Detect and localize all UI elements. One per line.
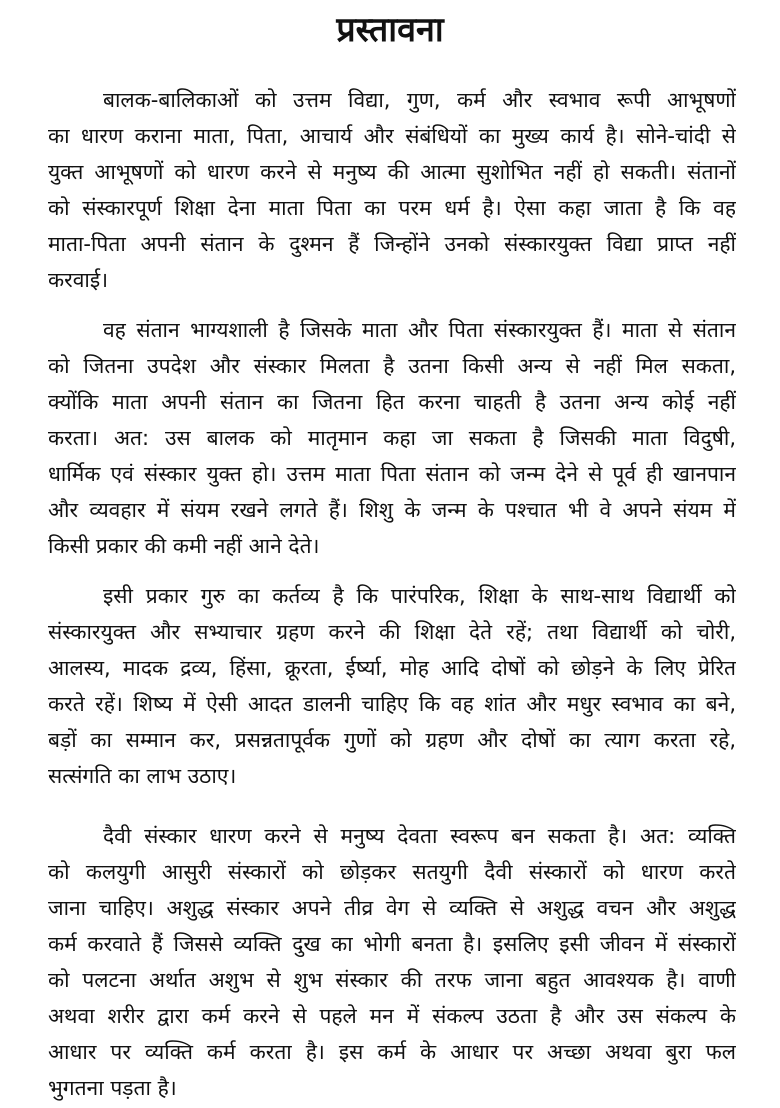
text-line: युक्त आभूषणों को धारण करने से मनुष्य की आत्मा सुशोभित नहीं हो सकती। संतानों xyxy=(48,160,736,184)
text-line: सत्संगति का लाभ उठाए। xyxy=(48,764,237,788)
paragraph-4 xyxy=(48,818,736,1106)
text-line: दैवी संस्कार धारण करने से मनुष्य देवता स्वरूप बन सकता है। अत: व्यक्ति xyxy=(103,824,736,848)
text-line: कर्म करवाते हैं जिससे व्यक्ति दुख का भोगी बनता है। इसलिए इसी जीवन में संस्कारों xyxy=(48,932,736,956)
text-line: भुगतना पड़ता है। xyxy=(48,1076,177,1100)
text-line: वह संतान भाग्यशाली है जिसके माता और पिता संस्कारयुक्त हैं। माता से संतान xyxy=(103,318,736,342)
text-line: का धारण कराना माता, पिता, आचार्य और संबंधियों का मुख्य कार्य है। सोने-चांदी से xyxy=(48,124,736,148)
paragraph-3 xyxy=(48,578,736,794)
text-line: माता-पिता अपनी संतान के दुश्मन हैं जिन्होंने उनको संस्कारयुक्त विद्या प्राप्त नहीं xyxy=(48,232,736,256)
text-line: बड़ों का सम्मान कर, प्रसन्नतापूर्वक गुणों को ग्रहण और दोषों का त्याग करता रहे, xyxy=(48,728,736,752)
text-line: को पलटना अर्थात अशुभ से शुभ संस्कार की तरफ जाना बहुत आवश्यक है। वाणी xyxy=(48,968,736,992)
text-line: जाना चाहिए। अशुद्ध संस्कार अपने तीव्र वेग से व्यक्ति से अशुद्ध वचन और अशुद्ध xyxy=(48,896,736,920)
text-line: को कलयुगी आसुरी संस्कारों को छोड़कर सतयुगी दैवी संस्कारों को धारण करते xyxy=(48,860,736,884)
text-line: संस्कारयुक्त और सभ्याचार ग्रहण करने की शिक्षा देते रहें; तथा विद्यार्थी को चोरी, xyxy=(48,620,736,644)
text-line: करता। अत: उस बालक को मातृमान कहा जा सकता है जिसकी माता विदुषी, xyxy=(48,426,736,450)
paragraph-1 xyxy=(48,82,736,298)
text-line: को जितना उपदेश और संस्कार मिलता है उतना किसी अन्य से नहीं मिल सकता, xyxy=(48,354,736,378)
page-title: प्रस्तावना xyxy=(336,10,444,50)
text-line: करवाई। xyxy=(48,268,109,292)
text-line: आलस्य, मादक द्रव्य, हिंसा, क्रूरता, ईर्ष्या, मोह आदि दोषों को छोड़ने के लिए प्रेरित xyxy=(48,656,736,680)
text-line: को संस्कारपूर्ण शिक्षा देना माता पिता का परम धर्म है। ऐसा कहा जाता है कि वह xyxy=(48,196,736,220)
text-line: अथवा शरीर द्वारा कर्म करने से पहले मन में संकल्प उठता है और उस संकल्प के xyxy=(48,1004,736,1028)
text-line: आधार पर व्यक्ति कर्म करता है। इस कर्म के आधार पर अच्छा अथवा बुरा फल xyxy=(48,1040,736,1064)
text-line: क्योंकि माता अपनी संतान का जितना हित करना चाहती है उतना अन्य कोई नहीं xyxy=(48,390,736,414)
text-line: किसी प्रकार की कमी नहीं आने देते। xyxy=(48,534,320,558)
text-line: बालक-बालिकाओं को उत्तम विद्या, गुण, कर्म और स्वभाव रूपी आभूषणों xyxy=(103,88,736,112)
text-line: और व्यवहार में संयम रखने लगते हैं। शिशु के जन्म के पश्चात भी वे अपने संयम में xyxy=(48,498,736,522)
text-line: धार्मिक एवं संस्कार युक्त हो। उत्तम माता पिता संतान को जन्म देने से पूर्व ही खानपान xyxy=(48,462,736,486)
text-line: करते रहें। शिष्य में ऐसी आदत डालनी चाहिए कि वह शांत और मधुर स्वभाव का बने, xyxy=(48,692,736,716)
text-line: इसी प्रकार गुरु का कर्तव्य है कि पारंपरिक, शिक्षा के साथ-साथ विद्यार्थी को xyxy=(103,584,736,608)
paragraph-2 xyxy=(48,312,736,564)
